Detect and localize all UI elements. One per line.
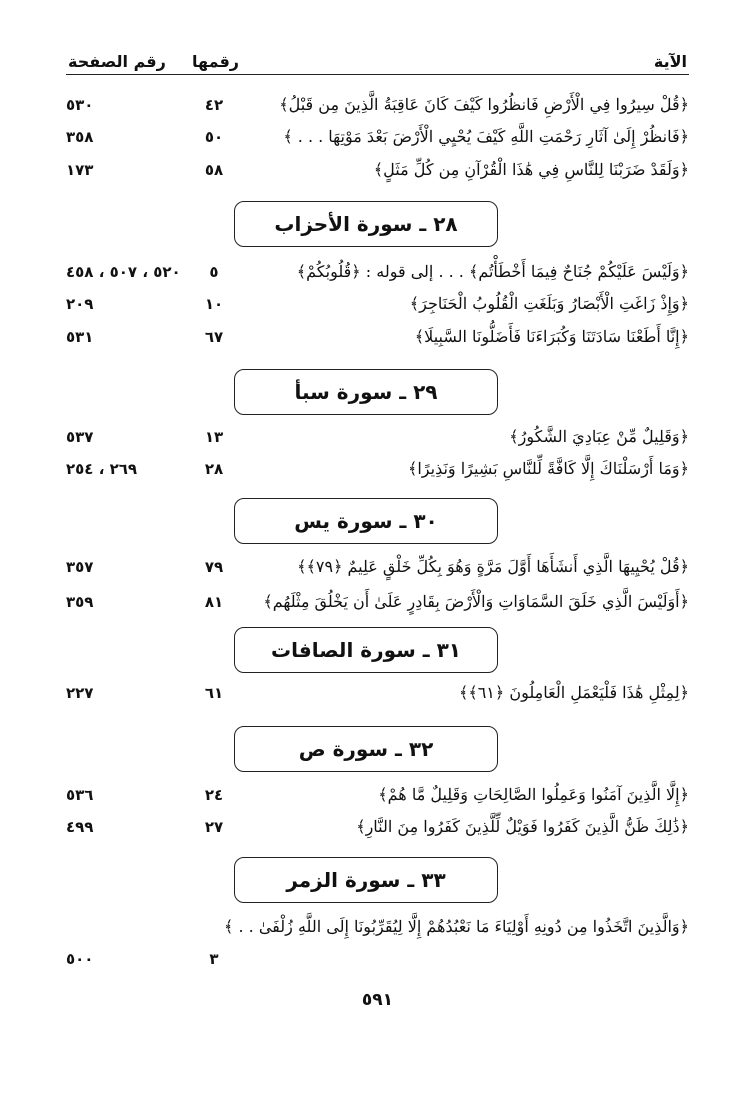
page-ref: ٣٥٧: [66, 558, 94, 576]
page-ref: ٢٢٧: [66, 684, 94, 702]
verse-text: ﴿وَمَا أَرْسَلْنَاكَ إِلَّا كَافَّةً لِّلنَّاسِ بَشِيرًا وَنَذِيرًا﴾: [407, 459, 689, 478]
page-ref: ٥٣٠: [66, 96, 94, 114]
surah-heading: ٣٣ ـ سورة الزمر: [234, 857, 498, 903]
verse-text: ﴿وَلَيْسَ عَلَيْكُمْ جُنَاحٌ فِيمَا أَخْطَأْتُم﴾ . . . إلى قوله : ﴿قُلُوبُكُمْ﴾: [296, 262, 689, 281]
verse-number: ٥: [209, 263, 219, 281]
verse-number: ٢٨: [204, 460, 224, 478]
verse-text: ﴿لِمِثْلِ هَٰذَا فَلْيَعْمَلِ الْعَامِلُونَ ﴿٦١﴾﴾: [458, 683, 689, 702]
page-ref: ٢٠٩: [66, 295, 94, 313]
verse-text: ﴿إِلَّا الَّذِينَ آمَنُوا وَعَمِلُوا الصَّالِحَاتِ وَقَلِيلٌ مَّا هُمْ﴾: [378, 785, 689, 804]
table-row: [66, 287, 689, 321]
verse-text: ﴿قُلْ سِيرُوا فِي الْأَرْضِ فَانظُرُوا كَيْفَ كَانَ عَاقِبَةُ الَّذِينَ مِن قَبْلُ﴾: [279, 95, 689, 114]
verse-number: ٥٠: [204, 128, 224, 146]
verse-text: ﴿إِنَّا أَطَعْنَا سَادَتَنَا وَكُبَرَاءَنَا فَأَضَلُّونَا السَّبِيلَا﴾: [414, 327, 689, 346]
verse-number: ٢٤: [204, 786, 224, 804]
page-ref: ٥٣٧: [66, 428, 94, 446]
surah-heading: ٢٩ ـ سورة سبأ: [234, 369, 498, 415]
verse-text: ﴿أَوَلَيْسَ الَّذِي خَلَقَ السَّمَاوَاتِ وَالْأَرْضَ بِقَادِرٍ عَلَىٰ أَن يَخْلُقَ مِثْلَهُم﴾: [263, 592, 689, 611]
table-row: [66, 676, 689, 710]
page-number: ٥٩١: [361, 990, 394, 1010]
table-row: [66, 452, 689, 486]
verse-text: ﴿وَقَلِيلٌ مِّنْ عِبَادِيَ الشَّكُورُ﴾: [509, 427, 689, 446]
table-row: [66, 810, 689, 844]
table-row: [66, 550, 689, 584]
verse-column-header: الآية: [653, 52, 687, 71]
page-ref: ٥٢٠ ، ٥٠٧ ، ٤٥٨: [66, 263, 181, 281]
verse-text: ﴿ذَٰلِكَ ظَنُّ الَّذِينَ كَفَرُوا فَوَيْلٌ لِّلَّذِينَ كَفَرُوا مِنَ النَّارِ﴾: [356, 817, 689, 836]
table-row: [66, 778, 689, 812]
table-row: [66, 88, 689, 122]
page-ref: ٣٥٨: [66, 128, 94, 146]
table-row: [66, 153, 689, 187]
surah-heading: ٣٠ ـ سورة يس: [234, 498, 498, 544]
verse-number: ١٠: [204, 295, 224, 313]
verse-number: ٥٨: [204, 161, 224, 179]
table-header: [66, 38, 689, 75]
verse-text: ﴿قُلْ يُحْيِيهَا الَّذِي أَنشَأَهَا أَوَّلَ مَرَّةٍ وَهُوَ بِكُلِّ خَلْقٍ عَلِيمٌ ﴿٧٩﴾﴾: [297, 557, 689, 576]
page-ref: ٣٥٩: [66, 593, 94, 611]
verse-text: ﴿وَلَقَدْ ضَرَبْنَا لِلنَّاسِ فِي هَٰذَا الْقُرْآنِ مِن كُلِّ مَثَلٍ﴾: [373, 160, 689, 179]
verse-number: ٣: [209, 950, 219, 968]
surah-heading: ٢٨ ـ سورة الأحزاب: [234, 201, 498, 247]
table-row: [66, 255, 689, 289]
table-row: [66, 120, 689, 154]
verse-number: ٨١: [204, 593, 224, 611]
verse-number: ٢٧: [204, 818, 224, 836]
verse-text: ﴿وَإِذْ زَاغَتِ الْأَبْصَارُ وَبَلَغَتِ الْقُلُوبُ الْحَنَاجِرَ﴾: [409, 294, 689, 313]
page-ref: ١٧٣: [66, 161, 94, 179]
verse-text: ﴿وَالَّذِينَ اتَّخَذُوا مِن دُونِهِ أَوْلِيَاءَ مَا نَعْبُدُهُمْ إِلَّا لِيُقَرِّبُونَا إِلَى اللَّهِ زُلْفَىٰ . . ﴾: [224, 917, 689, 936]
page-ref: ٤٩٩: [66, 818, 94, 836]
number-column-header: رقمها: [192, 52, 239, 71]
verse-number: ٤٢: [204, 96, 224, 114]
table-row: [66, 420, 689, 454]
surah-heading: ٣٢ ـ سورة ص: [234, 726, 498, 772]
verse-number: ١٣: [204, 428, 224, 446]
surah-heading: ٣١ ـ سورة الصافات: [234, 627, 498, 673]
verse-number: ٦٧: [204, 328, 224, 346]
table-row: [66, 585, 689, 619]
verse-number: ٦١: [204, 684, 224, 702]
table-row: [66, 912, 689, 978]
table-row: [66, 320, 689, 354]
page-ref: ٥٠٠: [66, 950, 94, 968]
page-ref: ٥٣١: [66, 328, 94, 346]
page-column-header: رقم الصفحة: [68, 52, 166, 71]
page-ref: ٢٦٩ ، ٢٥٤: [66, 460, 138, 478]
verse-number: ٧٩: [204, 558, 224, 576]
verse-text: ﴿فَانظُرْ إِلَىٰ آثَارِ رَحْمَتِ اللَّهِ كَيْفَ يُحْيِي الْأَرْضَ بَعْدَ مَوْتِهَا . . . ﴾: [283, 127, 689, 146]
page-ref: ٥٣٦: [66, 786, 94, 804]
